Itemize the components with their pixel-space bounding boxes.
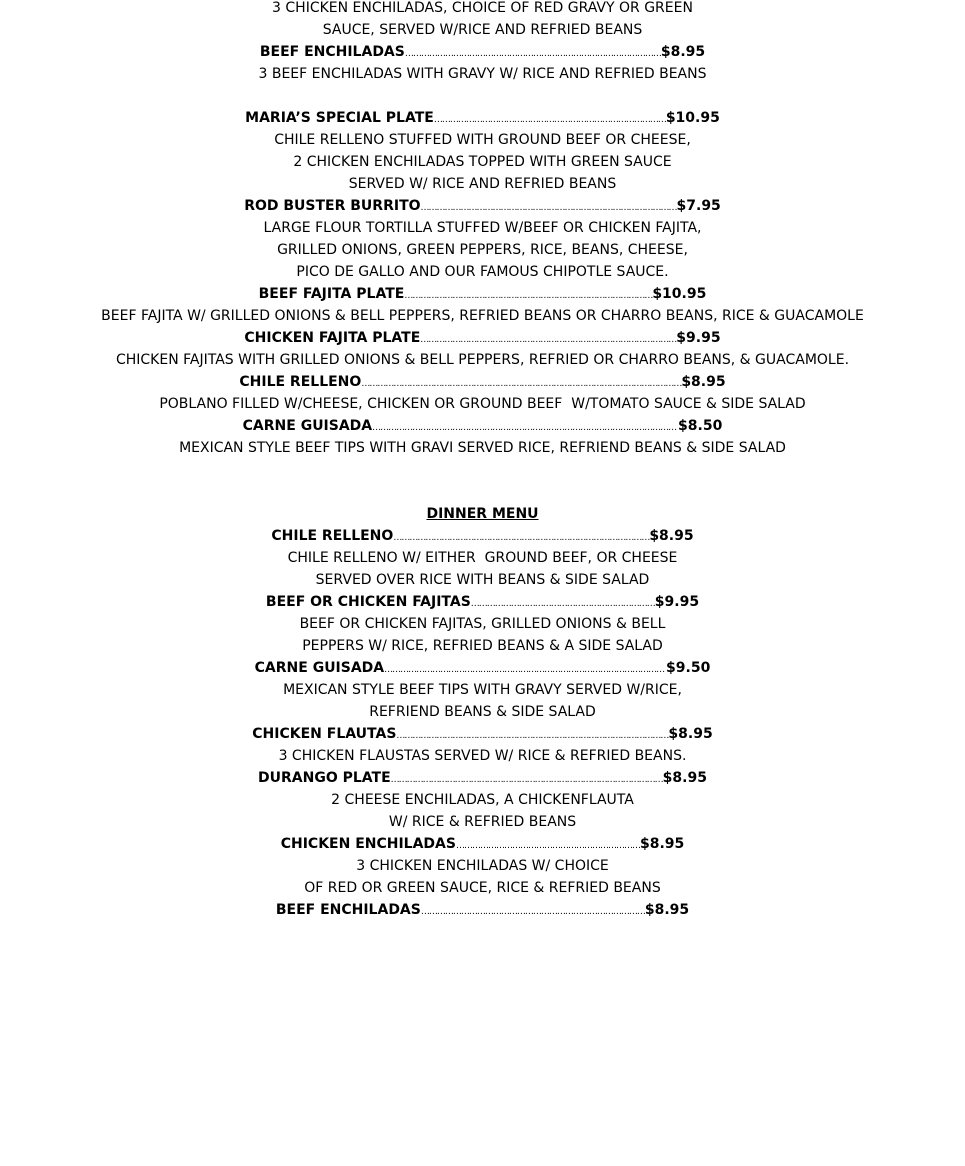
- item-name: DURANGO PLATE: [258, 770, 391, 786]
- leader-dots: ……………………………………………………………………………: [433, 115, 666, 125]
- section-heading: DINNER MENU: [426, 506, 539, 522]
- item-price: $10.95: [652, 286, 707, 302]
- leader-dots: …………………………………………………………………………………: [404, 291, 653, 301]
- item-name: BEEF ENCHILADAS: [259, 44, 405, 60]
- item-description: 3 CHICKEN FLAUSTAS SERVED W/ RICE & REFRIED BEANS.: [278, 748, 687, 764]
- leader-dots: …………………………………………………………………………………………………………: [361, 379, 682, 389]
- item-description: GRILLED ONIONS, GREEN PEPPERS, RICE, BEANS, CHEESE,: [277, 242, 688, 258]
- leader-dots: ……………………………………………………………………………………: [404, 49, 661, 59]
- item-price: $8.95: [644, 902, 690, 918]
- item-name: BEEF ENCHILADAS: [275, 902, 421, 918]
- item-name: CHICKEN FLAUTAS: [252, 726, 397, 742]
- item-description: PICO DE GALLO AND OUR FAMOUS CHIPOTLE SAUCE.: [296, 264, 669, 280]
- item-description: PEPPERS W/ RICE, REFRIED BEANS & A SIDE SALAD: [302, 638, 663, 654]
- item-name: CARNE GUISADA: [254, 660, 385, 676]
- item-price: $10.95: [665, 110, 720, 126]
- item-name: CHICKEN FAJITA PLATE: [244, 330, 421, 346]
- item-price: $9.50: [666, 660, 711, 676]
- leader-dots: ……………………………………………………………………………………: [420, 335, 677, 345]
- leader-dots: ……………………………………………………………………………………………………: [372, 423, 679, 433]
- leader-dots: ……………………………………………………………………………………: [393, 533, 650, 543]
- item-description: MEXICAN STYLE BEEF TIPS WITH GRAVY SERVED W/RICE,: [283, 682, 682, 698]
- leader-dots: ……………………………………………………………………………………: [420, 203, 677, 213]
- item-description: OF RED OR GREEN SAUCE, RICE & REFRIED BEANS: [304, 880, 661, 896]
- item-price: $8.95: [649, 528, 694, 544]
- leader-dots: …………………………………………………………………………: [420, 907, 645, 917]
- item-description: CHILE RELLENO W/ EITHER GROUND BEEF, OR CHEESE: [287, 550, 678, 566]
- item-description: POBLANO FILLED W/CHEESE, CHICKEN OR GROUND BEEF W/TOMATO SAUCE & SIDE SALAD: [159, 396, 806, 412]
- item-price: $8.50: [678, 418, 723, 434]
- item-description: CHILE RELLENO STUFFED WITH GROUND BEEF OR CHEESE,: [274, 132, 691, 148]
- item-name: ROD BUSTER BURRITO: [244, 198, 421, 214]
- item-description: CHICKEN FAJITAS WITH GRILLED ONIONS & BELL PEPPERS, REFRIED OR CHARRO BEANS, & GUACAMOLE.: [115, 352, 850, 368]
- item-price: $8.95: [668, 726, 713, 742]
- item-description: REFRIEND BEANS & SIDE SALAD: [369, 704, 596, 720]
- item-description: SERVED W/ RICE AND REFRIED BEANS: [348, 176, 617, 192]
- item-name: CARNE GUISADA: [242, 418, 373, 434]
- item-name: CHICKEN ENCHILADAS: [280, 836, 456, 852]
- leader-dots: ……………………………………………………………………………………………: [384, 665, 667, 675]
- leader-dots: ……………………………………………………………: [470, 599, 655, 609]
- menu-item: [0, 896, 965, 924]
- leader-dots: …………………………………………………………………………………………: [396, 731, 669, 741]
- item-name: BEEF OR CHICKEN FAJITAS: [265, 594, 471, 610]
- item-name: CHILE RELLENO: [239, 374, 362, 390]
- item-description: BEEF OR CHICKEN FAJITAS, GRILLED ONIONS & BELL: [299, 616, 666, 632]
- item-description: SAUCE, SERVED W/RICE AND REFRIED BEANS: [322, 22, 643, 38]
- item-price: $8.95: [681, 374, 726, 390]
- item-description: W/ RICE & REFRIED BEANS: [388, 814, 577, 830]
- item-description: LARGE FLOUR TORTILLA STUFFED W/BEEF OR CHICKEN FAJITA,: [263, 220, 702, 236]
- item-description: 3 CHICKEN ENCHILADAS, CHOICE OF RED GRAVY OR GREEN: [272, 0, 693, 16]
- item-description: 2 CHEESE ENCHILADAS, A CHICKENFLAUTA: [331, 792, 634, 808]
- item-name: BEEF FAJITA PLATE: [258, 286, 405, 302]
- leader-dots: ……………………………………………………………: [455, 841, 640, 851]
- item-price: $8.95: [660, 44, 706, 60]
- item-description: MEXICAN STYLE BEEF TIPS WITH GRAVI SERVED RICE, REFRIEND BEANS & SIDE SALAD: [179, 440, 786, 456]
- item-name: MARIA’S SPECIAL PLATE: [245, 110, 434, 126]
- item-description: BEEF FAJITA W/ GRILLED ONIONS & BELL PEPPERS, REFRIED BEANS OR CHARRO BEANS, RICE & GUACAMOLE: [101, 308, 864, 324]
- item-description: 3 CHICKEN ENCHILADAS W/ CHOICE: [356, 858, 609, 874]
- item-price: $9.95: [654, 594, 700, 610]
- leader-dots: …………………………………………………………………………………………: [390, 775, 663, 785]
- item-price: $7.95: [676, 198, 721, 214]
- item-description: 2 CHICKEN ENCHILADAS TOPPED WITH GREEN SAUCE: [293, 154, 672, 170]
- item-description: 3 BEEF ENCHILADAS WITH GRAVY W/ RICE AND REFRIED BEANS: [258, 66, 707, 82]
- item-description: SERVED OVER RICE WITH BEANS & SIDE SALAD: [315, 572, 650, 588]
- item-name: CHILE RELLENO: [271, 528, 394, 544]
- item-price: $9.95: [676, 330, 721, 346]
- item-price: $8.95: [662, 770, 707, 786]
- item-price: $8.95: [639, 836, 685, 852]
